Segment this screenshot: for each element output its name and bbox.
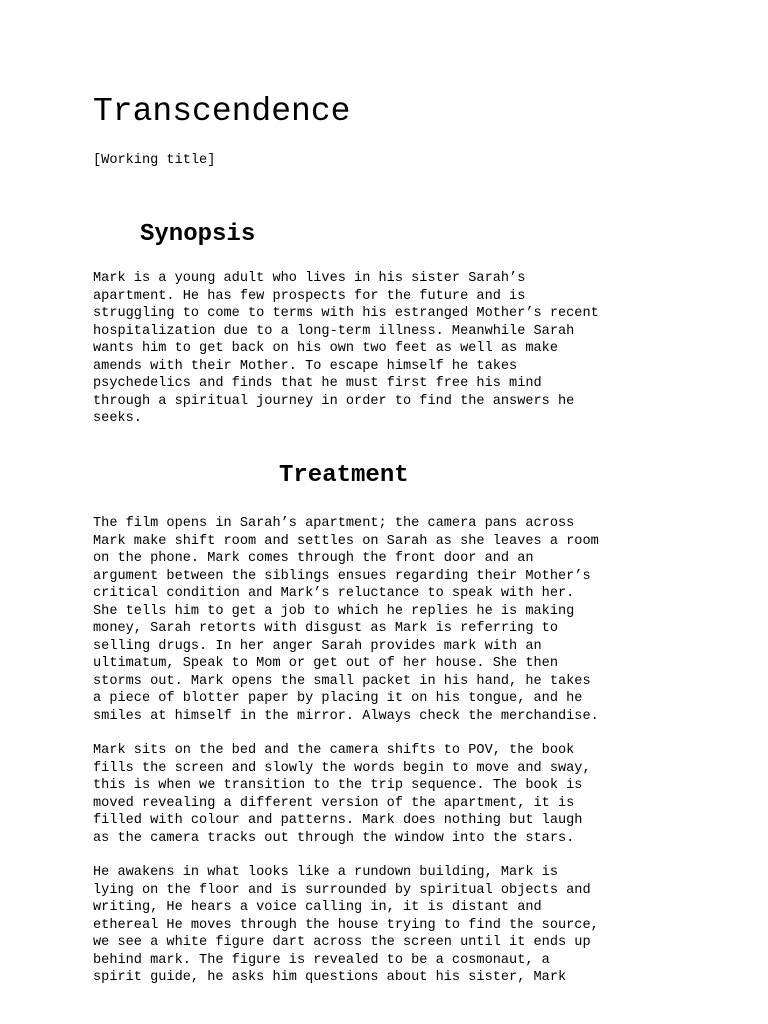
text-line: smiles at himself in the mirror. Always check the merchandise. bbox=[93, 708, 599, 724]
text-line: seeks. bbox=[93, 411, 142, 426]
text-line: spirit guide, he asks him questions about his sister, Mark bbox=[93, 970, 567, 985]
text-line: on the phone. Mark comes through the front door and an bbox=[93, 551, 534, 566]
text-line: ultimatum, Speak to Mom or get out of her house. She then bbox=[93, 656, 558, 671]
text-line: through a spiritual journey in order to find the answers he bbox=[93, 393, 575, 409]
treatment-heading: Treatment bbox=[279, 462, 409, 489]
text-line: Mark sits on the bed and the camera shifts to POV, the book bbox=[93, 743, 575, 758]
text-line: apartment. He has few prospects for the future and is bbox=[93, 288, 526, 304]
text-line: a piece of blotter paper by placing it on his tongue, and he bbox=[93, 691, 583, 706]
text-line: selling drugs. In her anger Sarah provides mark with an bbox=[93, 638, 542, 654]
text-line: argument between the siblings ensues regarding their Mother’s bbox=[93, 568, 591, 584]
text-line: filled with colour and patterns. Mark does nothing but laugh bbox=[93, 813, 583, 828]
text-line: struggling to come to terms with his estranged Mother’s recent bbox=[93, 306, 599, 321]
synopsis-heading: Synopsis bbox=[140, 221, 256, 248]
text-line: psychedelics and finds that he must first free his mind bbox=[93, 376, 542, 391]
treatment-paragraph-3 bbox=[93, 864, 753, 987]
text-line: writing, He hears a voice calling in, it is distant and bbox=[93, 900, 542, 915]
text-line: He awakens in what looks like a rundown building, Mark is bbox=[93, 865, 558, 880]
text-line: as the camera tracks out through the window into the stars. bbox=[93, 830, 575, 846]
text-line: lying on the floor and is surrounded by spiritual objects and bbox=[93, 882, 591, 898]
text-line: moved revealing a different version of the apartment, it is bbox=[93, 795, 575, 811]
text-line: behind mark. The figure is revealed to be a cosmonaut, a bbox=[93, 952, 550, 968]
text-line: storms out. Mark opens the small packet in his hand, he takes bbox=[93, 673, 591, 689]
working-title-note: [Working title] bbox=[93, 153, 216, 168]
text-line: hospitalization due to a long-term illness. Meanwhile Sarah bbox=[93, 323, 575, 339]
text-line: we see a white figure dart across the screen until it ends up bbox=[93, 935, 591, 950]
text-line: She tells him to get a job to which he replies he is making bbox=[93, 603, 575, 619]
treatment-paragraph-1 bbox=[93, 515, 753, 725]
text-line: ethereal He moves through the house trying to find the source, bbox=[93, 917, 599, 933]
text-line: Mark is a young adult who lives in his sister Sarah’s bbox=[93, 271, 526, 286]
document-title: Transcendence bbox=[93, 93, 351, 130]
text-line: money, Sarah retorts with disgust as Mark is referring to bbox=[93, 621, 558, 636]
synopsis-paragraph bbox=[93, 270, 753, 428]
text-line: critical condition and Mark’s reluctance to speak with her. bbox=[93, 586, 575, 601]
treatment-paragraph-2 bbox=[93, 742, 753, 847]
text-line: Mark make shift room and settles on Sarah as she leaves a room bbox=[93, 533, 599, 549]
text-line: this is when we transition to the trip sequence. The book is bbox=[93, 778, 583, 793]
text-line: fills the screen and slowly the words begin to move and sway, bbox=[93, 760, 591, 776]
text-line: wants him to get back on his own two feet as well as make bbox=[93, 341, 558, 356]
text-line: The film opens in Sarah’s apartment; the camera pans across bbox=[93, 516, 575, 531]
text-line: amends with their Mother. To escape himself he takes bbox=[93, 358, 518, 374]
